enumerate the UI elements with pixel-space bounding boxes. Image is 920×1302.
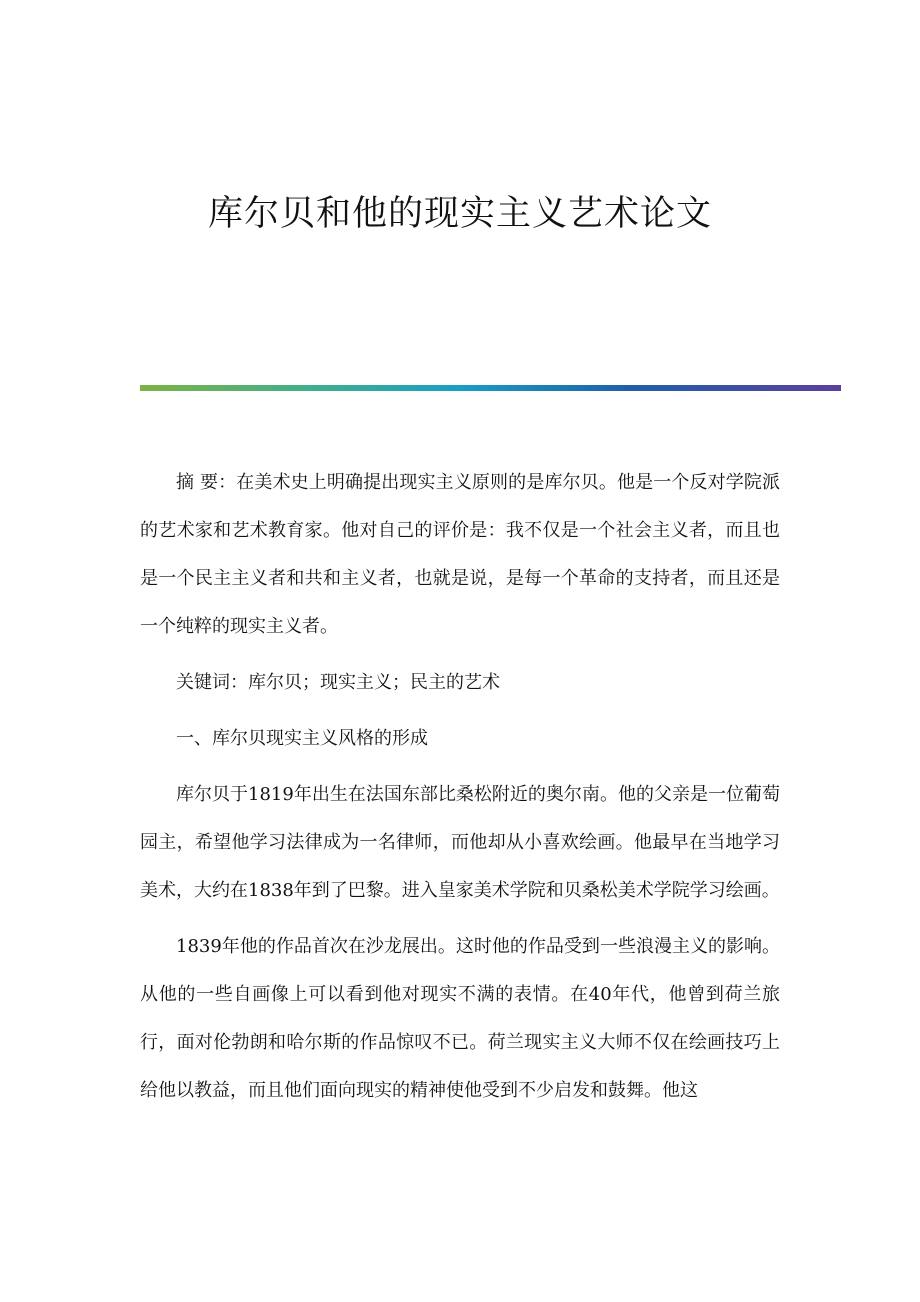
document-title: 库尔贝和他的现实主义艺术论文 (207, 194, 712, 234)
section-heading: 一、库尔贝现实主义风格的形成 (176, 728, 428, 749)
document-body (140, 459, 780, 1123)
title-divider (140, 385, 841, 391)
body-paragraph: 库尔贝于1819年出生在法国东部比桑松附近的奥尔南。他的父亲是一位葡萄园主，希望他学习法律成为一名律师，而他却从小喜欢绘画。他最早在当地学习美术，大约在1838年到了巴黎。进入皇家美术学院和贝桑松美术学院学习绘画。 (140, 784, 780, 901)
abstract-paragraph: 摘 要：在美术史上明确提出现实主义原则的是库尔贝。他是一个反对学院派的艺术家和艺术教育家。他对自己的评价是：我不仅是一个社会主义者，而且也是一个民主主义者和共和主义者，也就是说，是每一个革命的支持者，而且还是一个纯粹的现实主义者。 (140, 472, 780, 637)
keywords-line: 关键词：库尔贝；现实主义；民主的艺术 (176, 672, 500, 693)
body-paragraph: 1839年他的作品首次在沙龙展出。这时他的作品受到一些浪漫主义的影响。从他的一些自画像上可以看到他对现实不满的表情。在40年代，他曾到荷兰旅行，面对伦勃朗和哈尔斯的作品惊叹不已。荷兰现实主义大师不仅在绘画技巧上给他以教益，而且他们面向现实的精神使他受到不少启发和鼓舞。他这 (140, 936, 780, 1101)
